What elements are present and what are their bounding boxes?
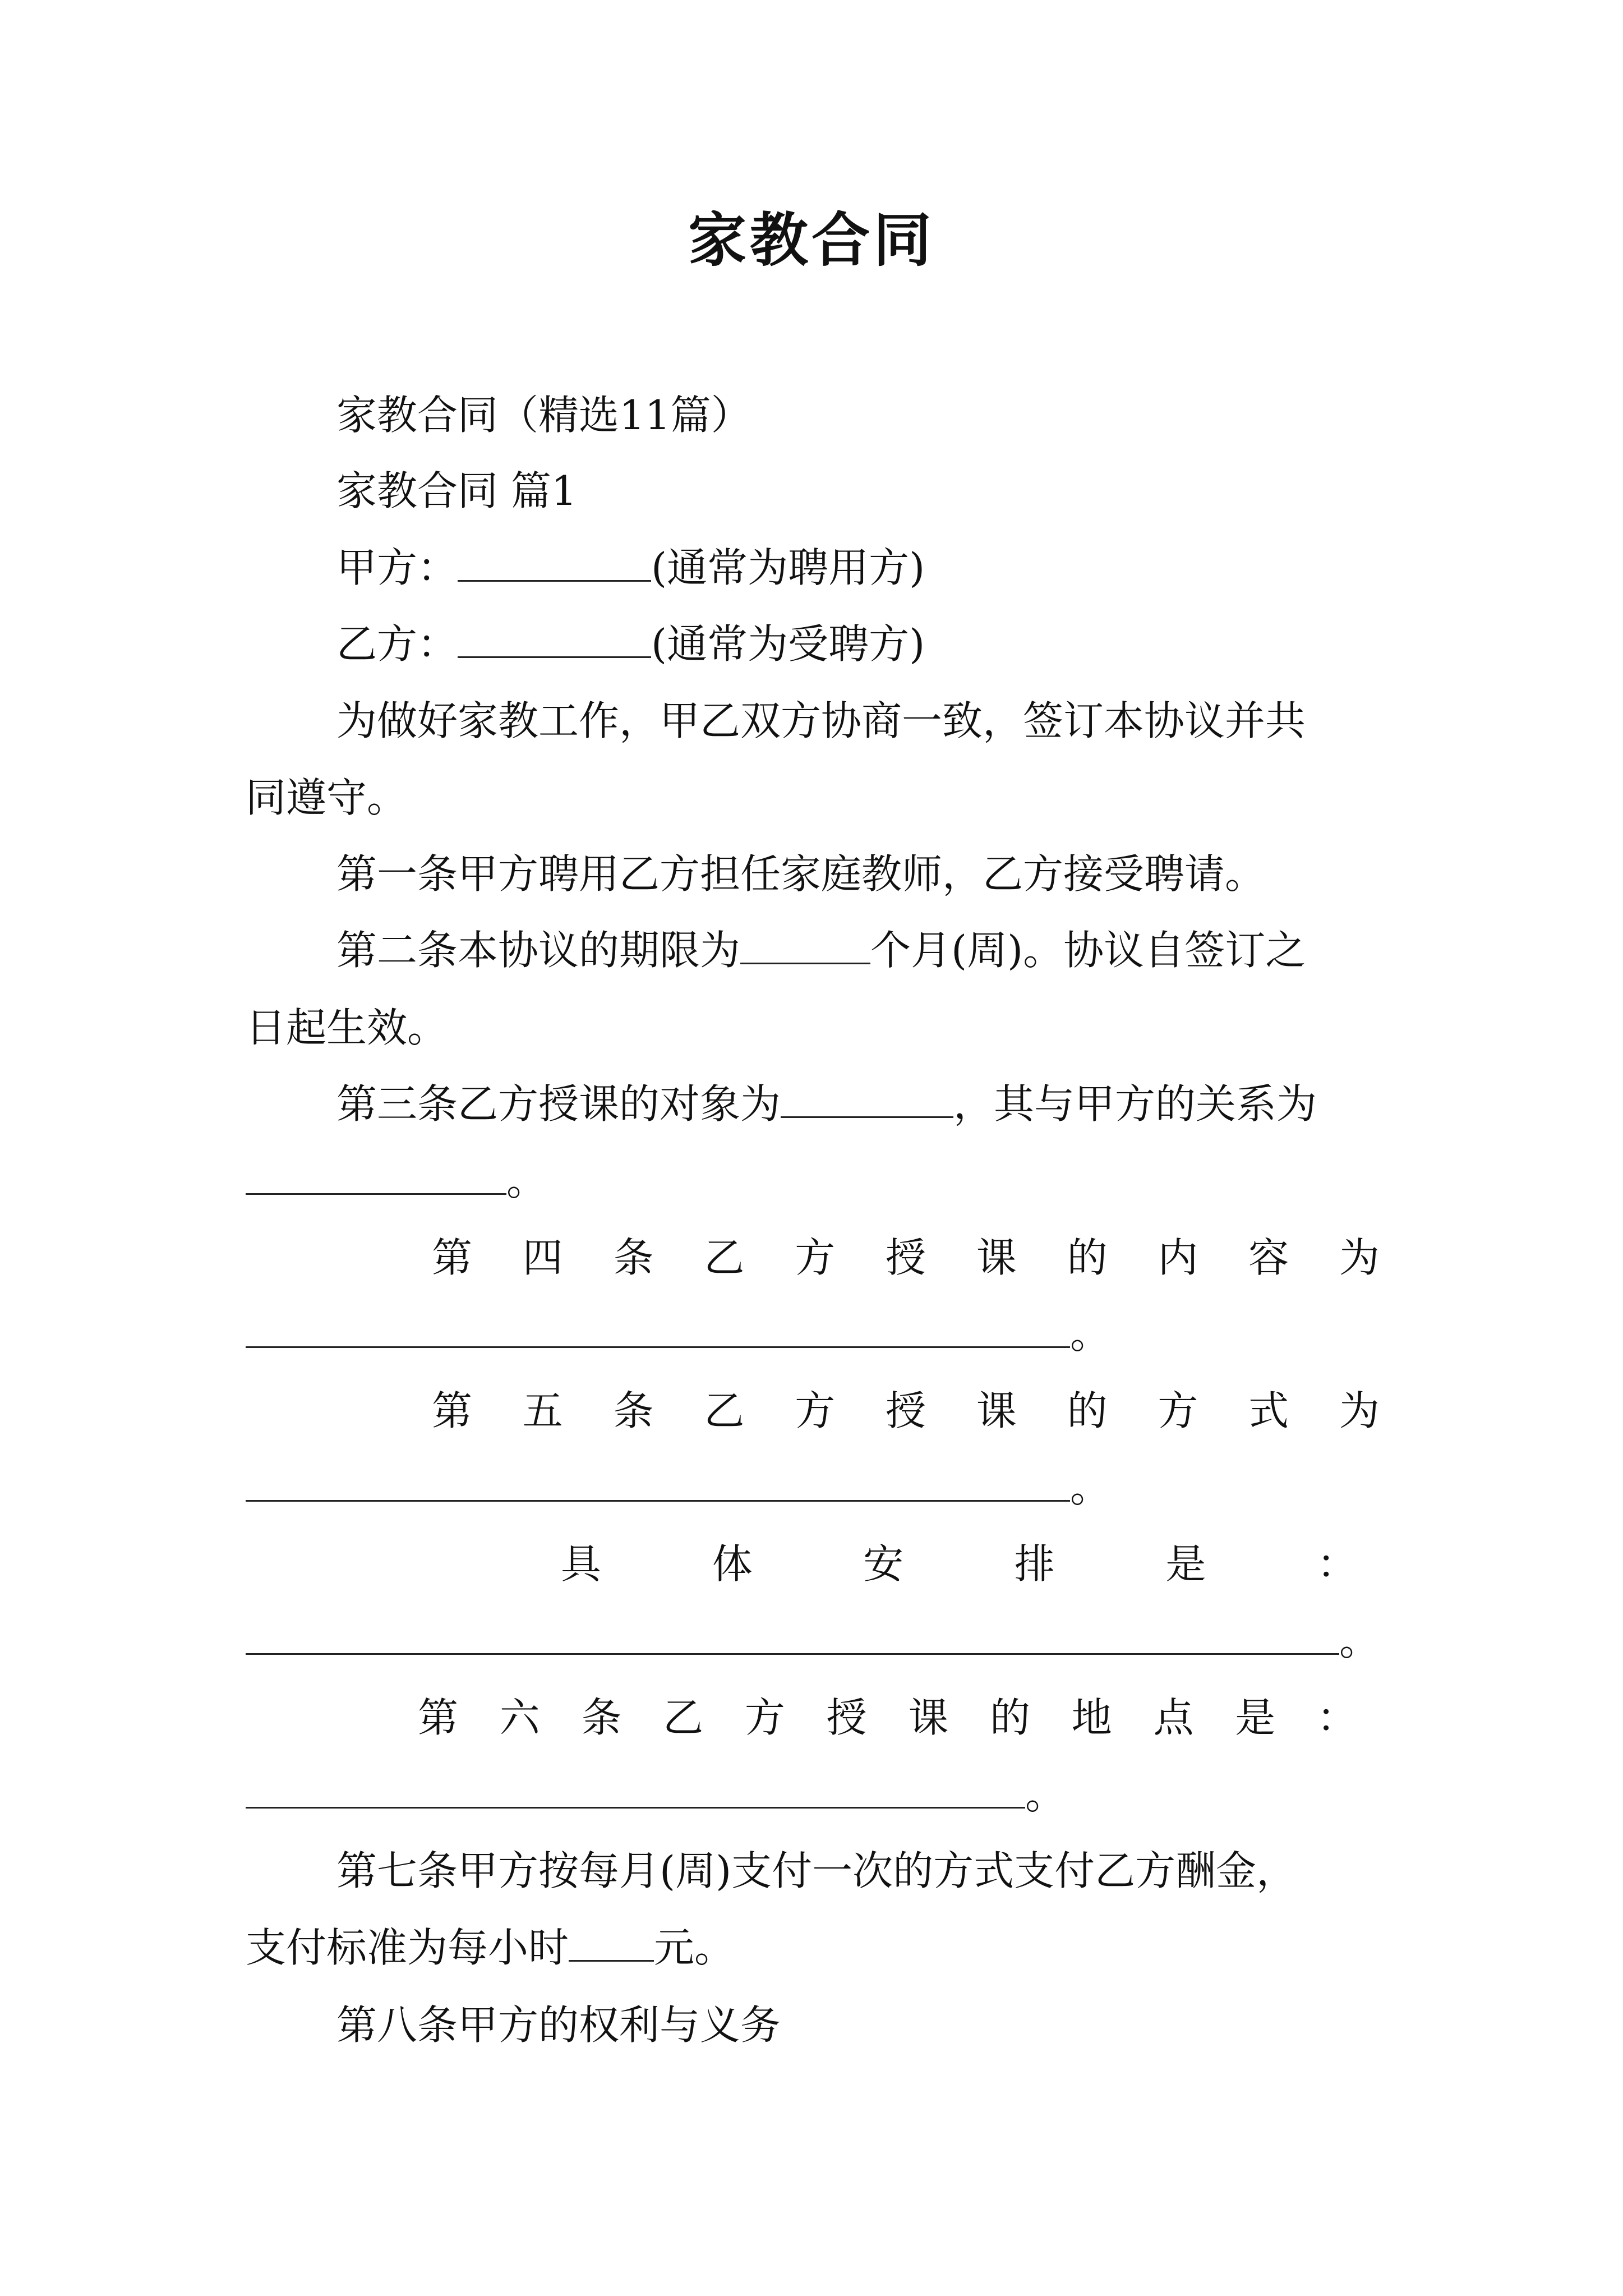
justified-char: 课 [908,1694,949,1741]
justified-char: 体 [712,1540,753,1588]
clause-6-line-2 [246,1766,1066,1823]
justified-char: 乙 [663,1694,704,1741]
justified-char: 的 [1067,1387,1108,1434]
clause-7-after: 元。 [654,1924,735,1971]
clause-8: 第八条甲方的权利与义务 [336,2001,781,2049]
justified-char: 排 [1014,1540,1055,1588]
justified-char: 方 [744,1694,785,1741]
justified-char: 四 [522,1234,563,1281]
clause-4-line-1 [432,1230,1380,1286]
clause-6-end: 。 [1025,1771,1066,1818]
justified-char: 容 [1248,1234,1289,1281]
justified-char: 地 [1071,1694,1112,1741]
document-subtitle: 家教合同（精选11篇） [336,392,751,439]
justified-char: 乙 [704,1234,745,1281]
justified-char: ： [1316,1540,1357,1588]
clause-7-before: 支付标准为每小时 [246,1924,569,1971]
clause-6-line-1 [418,1690,1357,1746]
justified-char: 条 [613,1387,654,1434]
arrangement-line-1 [561,1536,1357,1592]
clause-3-line-2 [246,1153,547,1209]
justified-char: 点 [1153,1694,1194,1741]
justified-char: 六 [499,1694,540,1741]
clause-5-blank [246,1461,1070,1502]
clause-4-line-2 [246,1306,1110,1362]
party-b-label: 乙方： [336,620,458,668]
clause-7-line-2 [246,1920,735,1976]
section-heading: 家教合同 篇1 [336,467,577,514]
intro-line-1: 为做好家教工作，甲乙双方协商一致，签订本协议并共 [336,697,1306,744]
intro-line-2: 同遵守。 [246,774,408,821]
clause-4-blank [246,1307,1070,1348]
justified-char: 五 [522,1387,563,1434]
arrangement-line-2 [246,1613,1380,1669]
clause-5-line-2 [246,1460,1110,1516]
justified-char: 课 [976,1387,1017,1434]
clause-3-end: 。 [506,1157,547,1204]
clause-2-blank [740,923,870,964]
party-a-blank [458,541,651,582]
justified-char: 具 [561,1540,602,1588]
justified-char: 第 [432,1234,473,1281]
clause-3-after: ，其与甲方的关系为 [953,1080,1317,1128]
clause-2-before: 第二条本协议的期限为 [336,927,741,974]
party-a-line [336,540,925,596]
party-b-blank [458,617,651,658]
clause-3-before: 第三条乙方授课的对象为 [336,1080,781,1128]
justified-char: 式 [1248,1387,1289,1434]
clause-3-line-1 [336,1076,1317,1132]
clause-4-end: 。 [1070,1310,1111,1358]
justified-char: 方 [795,1387,836,1434]
party-a-note: (通常为聘用方) [651,544,925,591]
clause-3-blank-2 [246,1154,506,1195]
party-b-note: (通常为受聘方) [651,620,925,668]
justified-char: 方 [1158,1387,1198,1434]
clause-2-after: 个月(周)。协议自签订之 [870,927,1306,974]
clause-2-line-1 [336,922,1306,978]
clause-3-blank-1 [781,1077,953,1118]
clause-5-line-1 [432,1383,1380,1439]
clause-2-line-2: 日起生效。 [246,1004,448,1051]
justified-char: 授 [826,1694,867,1741]
justified-char: 授 [885,1234,926,1281]
justified-char: 条 [581,1694,622,1741]
justified-char: 内 [1158,1234,1198,1281]
justified-char: 条 [613,1234,654,1281]
clause-5-end: 。 [1070,1464,1111,1511]
clause-7-blank [569,1921,654,1962]
justified-char: 授 [885,1387,926,1434]
justified-char: 是 [1165,1540,1206,1588]
justified-char: 的 [990,1694,1031,1741]
party-a-label: 甲方： [336,544,458,591]
justified-char: 为 [1339,1387,1380,1434]
justified-char: 为 [1339,1234,1380,1281]
justified-char: ： [1316,1694,1357,1741]
clause-6-blank [246,1768,1025,1809]
justified-char: 第 [418,1694,459,1741]
arrangement-end: 。 [1339,1617,1380,1664]
justified-char: 乙 [704,1387,745,1434]
arrangement-blank [246,1614,1339,1655]
justified-char: 课 [976,1234,1017,1281]
document-title: 家教合同 [688,205,935,274]
clause-1: 第一条甲方聘用乙方担任家庭教师，乙方接受聘请。 [336,850,1266,898]
justified-char: 是 [1235,1694,1276,1741]
justified-char: 安 [863,1540,904,1588]
party-b-line [336,616,925,672]
clause-7-line-1: 第七条甲方按每月(周)支付一次的方式支付乙方酬金， [336,1847,1297,1894]
justified-char: 方 [795,1234,836,1281]
justified-char: 的 [1067,1234,1108,1281]
justified-char: 第 [432,1387,473,1434]
